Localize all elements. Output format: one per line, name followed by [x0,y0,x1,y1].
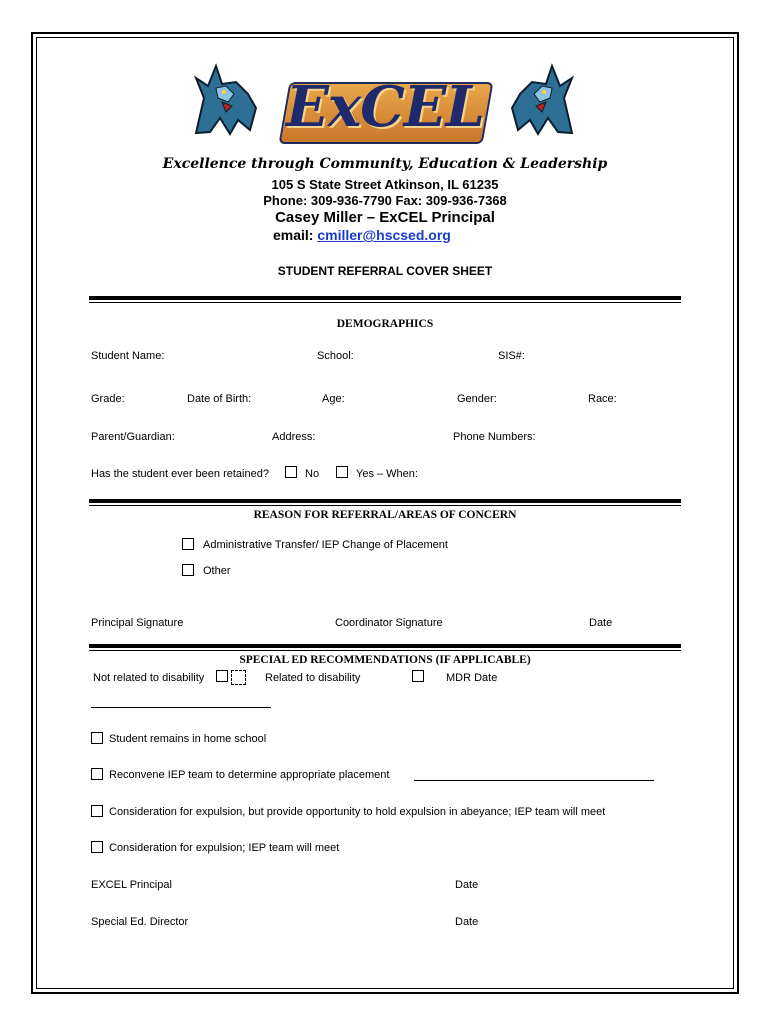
home-school-checkbox[interactable] [91,732,103,744]
reconvene-label: Reconvene IEP team to determine appropriate placement [109,769,390,781]
retained-yes-checkbox[interactable] [336,466,348,478]
excel-logo [280,68,490,148]
phone-fax-line: Phone: 309-936-7790 Fax: 309-936-7368 [263,193,507,208]
section-divider [89,296,681,300]
retained-yes-label: Yes – When: [356,468,418,480]
excel-principal-label: EXCEL Principal [91,879,172,891]
sis-label: SIS#: [498,350,525,362]
date-label-3: Date [455,916,479,928]
section-divider-thin [89,302,681,303]
mdr-date-blank[interactable] [91,707,271,708]
date-label-2: Date [455,879,479,891]
retained-no-label: No [305,468,320,480]
related-label: Related to disability [265,672,361,684]
other-label: Other [203,565,231,577]
related-checkbox[interactable] [412,670,424,682]
mdr-date-label: MDR Date [446,672,498,684]
wolf-mascot-right-icon [502,58,582,138]
grade-label: Grade: [91,393,125,405]
coordinator-signature-label: Coordinator Signature [335,617,443,629]
dob-label: Date of Birth: [187,393,252,405]
home-school-label: Student remains in home school [109,733,267,745]
form-title: STUDENT REFERRAL COVER SHEET [277,264,493,278]
retained-no-checkbox[interactable] [285,466,297,478]
signature-stamp-icon [231,670,246,685]
abeyance-label: Consideration for expulsion, but provide opportunity to hold expulsion in abeyance; IEP team will meet [109,806,606,818]
gender-label: Gender: [457,393,497,405]
admin-transfer-checkbox[interactable] [182,538,194,550]
retained-question: Has the student ever been retained? [91,468,269,480]
address-line: 105 S State Street Atkinson, IL 61235 [271,177,499,192]
parent-label: Parent/Guardian: [91,431,175,443]
placement-blank[interactable] [414,780,654,781]
school-label: School: [317,350,354,362]
not-related-checkbox[interactable] [216,670,228,682]
email-label: email: [273,227,318,243]
section-divider-thin [89,505,681,506]
sped-director-label: Special Ed. Director [91,916,189,928]
abeyance-checkbox[interactable] [91,805,103,817]
logo-text: ExCEL [286,74,484,140]
principal-signature-label: Principal Signature [91,617,184,629]
principal-line: Casey Miller – ExCEL Principal [275,209,495,226]
demographics-heading: DEMOGRAPHICS [336,318,434,330]
wolf-mascot-left-icon [186,58,266,138]
student-name-label: Student Name: [91,350,165,362]
tagline: Excellence through Community, Education & Leadership [162,156,608,172]
section-divider [89,499,681,503]
email-line [273,227,451,243]
race-label: Race: [588,393,617,405]
address-label: Address: [272,431,316,443]
section-divider [89,644,681,648]
reason-heading: REASON FOR REFERRAL/AREAS OF CONCERN [253,509,517,521]
section-divider-thin [89,650,681,651]
expulsion-label: Consideration for expulsion; IEP team will meet [109,842,340,854]
date-label: Date [589,617,613,629]
not-related-label: Not related to disability [93,672,205,684]
admin-transfer-label: Administrative Transfer/ IEP Change of Placement [203,539,448,551]
expulsion-checkbox[interactable] [91,841,103,853]
other-checkbox[interactable] [182,564,194,576]
phone-numbers-label: Phone Numbers: [453,431,536,443]
special-ed-heading: SPECIAL ED RECOMMENDATIONS (IF APPLICABLE) [239,654,531,666]
age-label: Age: [322,393,345,405]
reconvene-checkbox[interactable] [91,768,103,780]
email-link[interactable]: cmiller@hscsed.org [317,227,451,243]
